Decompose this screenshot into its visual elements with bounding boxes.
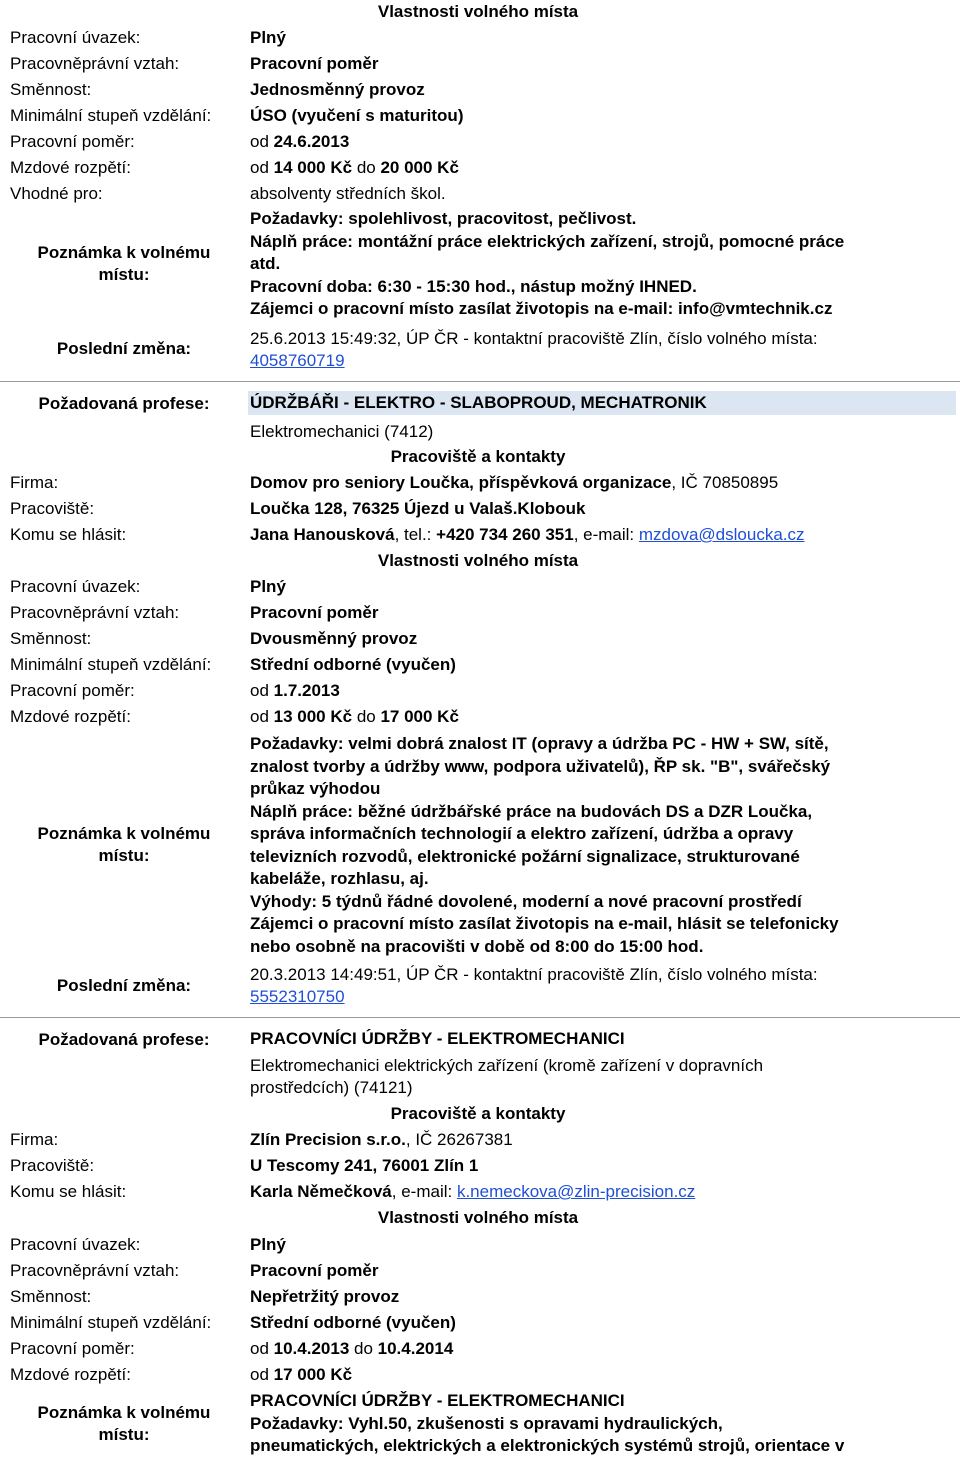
row-komu (0, 1182, 960, 1206)
row-mzda (0, 707, 960, 731)
value-uvazek: Plný (250, 577, 286, 596)
label-komu: Komu se hlásit: (10, 1182, 127, 1201)
value-pomer: od 24.6.2013 (250, 132, 350, 151)
row-smennost (0, 1287, 960, 1311)
note-label: Poznámka k volnému místu: (37, 1403, 211, 1444)
label-vztah: Pracovněprávní vztah: (10, 1261, 180, 1280)
profession-code: Elektromechanici elektrických zařízení (kromě zařízení v dopravních prostředcích) (74121) (250, 1056, 764, 1097)
value-komu: Karla Němečková, e-mail: k.nemeckova@zlin-precision.cz (250, 1182, 696, 1201)
value-pomer: od 1.7.2013 (250, 681, 340, 700)
label-vztah: Pracovněprávní vztah: (10, 603, 180, 622)
row-vzdelani (0, 106, 960, 130)
row-smennost (0, 629, 960, 653)
profession-label: Požadovaná profese: (38, 1030, 210, 1049)
last-change-label: Poslední změna: (56, 976, 192, 995)
value-pracoviste: U Tescomy 241, 76001 Zlín 1 (250, 1156, 479, 1175)
value-komu: Jana Hanousková, tel.: +420 734 260 351, e-mail: mzdova@dsloucka.cz (250, 525, 805, 544)
label-smennost: Směnnost: (10, 80, 92, 99)
row-vzdelani (0, 655, 960, 679)
vacancy-properties-heading: Vlastnosti volného místa (377, 551, 579, 570)
label-pracoviste: Pracoviště: (10, 1156, 95, 1175)
value-vztah: Pracovní poměr (250, 1261, 379, 1280)
label-uvazek: Pracovní úvazek: (10, 28, 141, 47)
row-pracoviste (0, 1156, 960, 1180)
note-text: Požadavky: velmi dobrá znalost IT (opravy a údržba PC - HW + SW, sítě, znalost tvorby a údržby www, podpora uživatelů), ŘP sk. "B", svářečský průkaz výhodou Náplň práce: běžné údržbářské práce na budovách DS a DZR Loučka, správa informačních technologií a elektro zařízení, údržba a opravy televizních rozvodů, elektronické požární signalizace, strukturované kabeláže, rozhlasu, aj. Výhody: 5 týdnů řádné dovolené, moderní a nové pracovní prostředí Zájemci o pracovní místo zasílat životopis na e-mail, hlásit se telefonicky nebo osobně na pracovišti v době od 8:00 do 15:00 hod. (250, 734, 839, 956)
last-change-value: 20.3.2013 14:49:51, ÚP ČR - kontaktní pracoviště Zlín, číslo volného místa: 5552310750 (250, 965, 818, 1006)
value-smennost: Jednosměnný provoz (250, 80, 425, 99)
row-firma (0, 473, 960, 497)
row-pomer (0, 1339, 960, 1363)
value-mzda: od 17 000 Kč (250, 1365, 353, 1384)
value-uvazek: Plný (250, 1235, 286, 1254)
row-uvazek (0, 1235, 960, 1259)
value-vzdelani: Střední odborné (vyučen) (250, 655, 456, 674)
value-pracoviste: Loučka 128, 76325 Újezd u Valaš.Klobouk (250, 499, 586, 518)
value-uvazek: Plný (250, 28, 286, 47)
note-label: Poznámka k volnému místu: (37, 243, 211, 284)
label-uvazek: Pracovní úvazek: (10, 577, 141, 596)
label-firma: Firma: (10, 1130, 59, 1149)
label-vztah: Pracovněprávní vztah: (10, 54, 180, 73)
label-pomer: Pracovní poměr: (10, 132, 135, 151)
value-mzda: od 14 000 Kč do 20 000 Kč (250, 158, 459, 177)
row-pomer (0, 132, 960, 156)
row-vzdelani (0, 1313, 960, 1337)
label-smennost: Směnnost: (10, 629, 92, 648)
row-uvazek (0, 577, 960, 601)
row-vztah (0, 1261, 960, 1285)
email-link[interactable]: k.nemeckova@zlin-precision.cz (456, 1182, 696, 1201)
label-mzda: Mzdové rozpětí: (10, 707, 131, 726)
label-smennost: Směnnost: (10, 1287, 92, 1306)
workplace-contacts-heading: Pracoviště a kontakty (390, 1104, 566, 1123)
profession-value: PRACOVNÍCI ÚDRŽBY - ELEKTROMECHANICI (248, 1027, 956, 1051)
note-label: Poznámka k volnému místu: (37, 824, 211, 865)
row-firma (0, 1130, 960, 1154)
label-pomer: Pracovní poměr: (10, 1339, 135, 1358)
vacancy-id-link[interactable]: 5552310750 (250, 987, 345, 1006)
row-pracoviste (0, 499, 960, 523)
value-smennost: Dvousměnný provoz (250, 629, 418, 648)
row-vhodne (0, 184, 960, 208)
profession-label: Požadovaná profese: (38, 394, 210, 413)
value-firma: Zlín Precision s.r.o., IČ 26267381 (250, 1130, 513, 1149)
last-change-value: 25.6.2013 15:49:32, ÚP ČR - kontaktní pracoviště Zlín, číslo volného místa: 4058760719 (250, 329, 818, 370)
value-vztah: Pracovní poměr (250, 603, 379, 622)
email-link[interactable]: mzdova@dsloucka.cz (638, 525, 805, 544)
value-pomer: od 10.4.2013 do 10.4.2014 (250, 1339, 454, 1358)
vacancy-properties-heading: Vlastnosti volného místa (377, 1208, 579, 1227)
row-pomer (0, 681, 960, 705)
label-uvazek: Pracovní úvazek: (10, 1235, 141, 1254)
label-komu: Komu se hlásit: (10, 525, 127, 544)
label-mzda: Mzdové rozpětí: (10, 158, 131, 177)
label-pracoviste: Pracoviště: (10, 499, 95, 518)
value-firma: Domov pro seniory Loučka, příspěvková organizace, IČ 70850895 (250, 473, 779, 492)
profession-code: Elektromechanici (7412) (250, 422, 434, 441)
label-vzdelani: Minimální stupeň vzdělání: (10, 1313, 212, 1332)
vacancy-properties-heading: Vlastnosti volného místa (377, 2, 579, 21)
value-vhodne: absolventy středních škol. (250, 184, 446, 203)
last-change-label: Poslední změna: (56, 339, 192, 358)
section-divider (0, 1017, 960, 1018)
row-vztah (0, 54, 960, 78)
vacancy-id-link[interactable]: 4058760719 (250, 351, 345, 370)
row-mzda (0, 158, 960, 182)
row-vztah (0, 603, 960, 627)
label-vzdelani: Minimální stupeň vzdělání: (10, 106, 212, 125)
value-vzdelani: ÚSO (vyučení s maturitou) (250, 106, 464, 125)
row-mzda (0, 1365, 960, 1389)
value-smennost: Nepřetržitý provoz (250, 1287, 400, 1306)
label-vhodne: Vhodné pro: (10, 184, 103, 203)
row-komu (0, 525, 960, 549)
value-vzdelani: Střední odborné (vyučen) (250, 1313, 456, 1332)
section-divider (0, 381, 960, 382)
label-firma: Firma: (10, 473, 59, 492)
value-vztah: Pracovní poměr (250, 54, 379, 73)
row-uvazek (0, 28, 960, 52)
value-mzda: od 13 000 Kč do 17 000 Kč (250, 707, 459, 726)
row-smennost (0, 80, 960, 104)
workplace-contacts-heading: Pracoviště a kontakty (390, 447, 566, 466)
label-mzda: Mzdové rozpětí: (10, 1365, 131, 1384)
profession-value: ÚDRŽBÁŘI - ELEKTRO - SLABOPROUD, MECHATRONIK (248, 391, 956, 415)
label-vzdelani: Minimální stupeň vzdělání: (10, 655, 212, 674)
note-text: PRACOVNÍCI ÚDRŽBY - ELEKTROMECHANICI Požadavky: Vyhl.50, zkušenosti s opravami hydraulických, pneumatických, elektrických a elektronických systémů strojů, orientace v (250, 1391, 845, 1455)
note-text: Požadavky: spolehlivost, pracovitost, pečlivost. Náplň práce: montážní práce elektrických zařízení, strojů, pomocné práce atd. Pracovní doba: 6:30 - 15:30 hod., nástup možný IHNED. Zájemci o pracovní místo zasílat životopis na e-mail: info@vmtechnik.cz (250, 209, 845, 318)
label-pomer: Pracovní poměr: (10, 681, 135, 700)
